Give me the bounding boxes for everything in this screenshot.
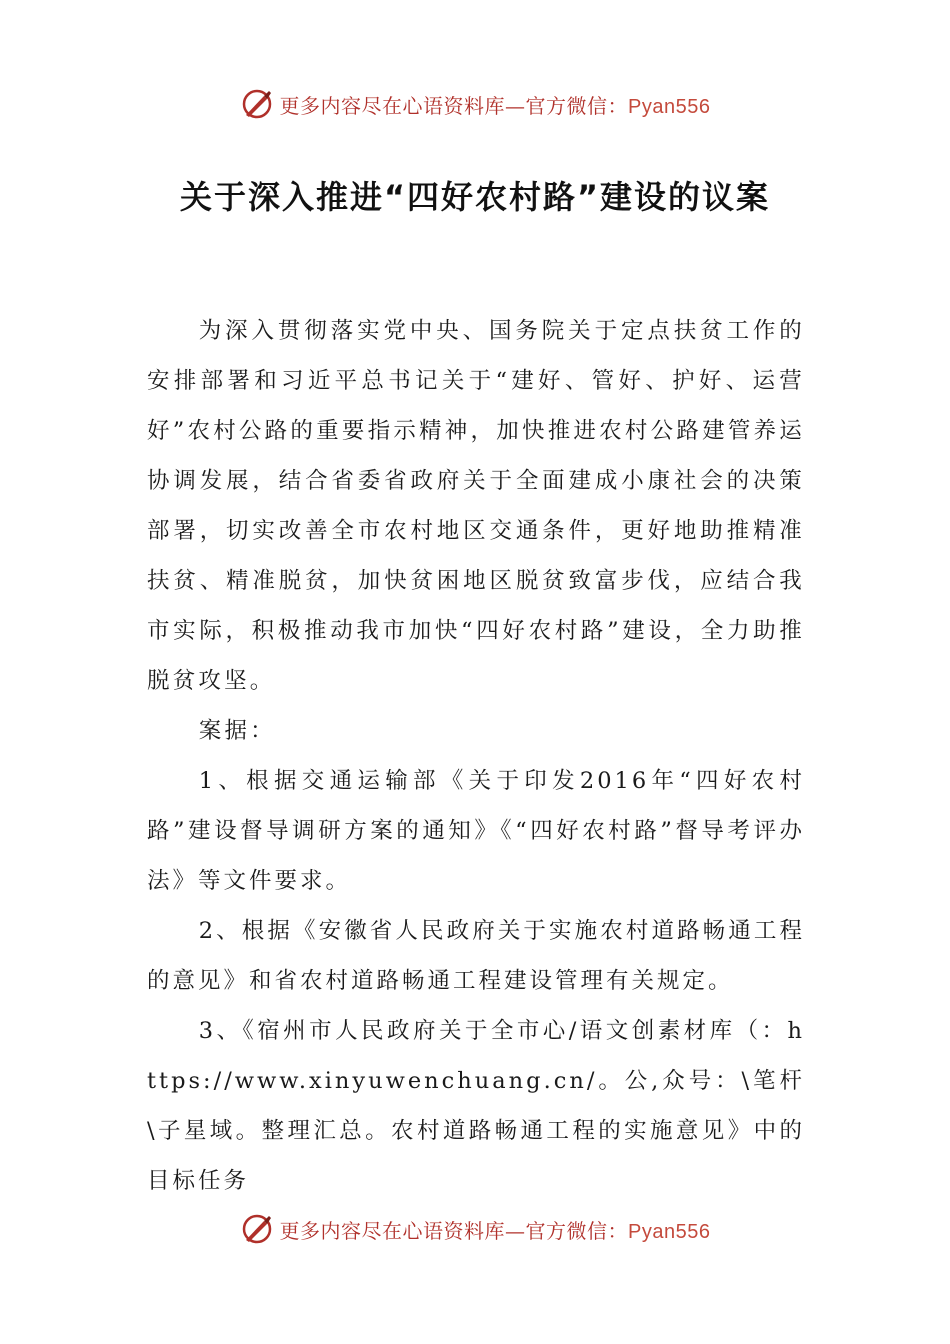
document-body [147, 306, 805, 1206]
paragraph-intro: 为深入贯彻落实党中央、国务院关于定点扶贫工作的安排部署和习近平总书记关于“建好、管好、护好、运营好”农村公路的重要指示精神，加快推进农村公路建管养运协调发展，结合省委省政府关于全面建成小康社会的决策部署，切实改善全市农村地区交通条件，更好地助推精准扶贫、精准脱贫，加快贫困地区脱贫致富步伐，应结合我市实际，积极推动我市加快“四好农村路”建设，全力助推脱贫攻坚。 [147, 318, 805, 694]
pen-logo-icon [240, 1212, 274, 1246]
watermark-header [0, 84, 950, 124]
watermark-footer [0, 1209, 950, 1249]
paragraph-basis-heading: 案据： [198, 718, 276, 744]
paragraph-basis-2: 2、根据《安徽省人民政府关于实施农村道路畅通工程的意见》和省农村道路畅通工程建设管理有关规定。 [147, 918, 805, 994]
document-title: 关于深入推进“四好农村路”建设的议案 [179, 178, 771, 216]
paragraph-basis-1: 1、根据交通运输部《关于印发2016年“四好农村路”建设督导调研方案的通知》《“四好农村路”督导考评办法》等文件要求。 [147, 768, 805, 894]
paragraph-basis-3: 3、《宿州市人民政府关于全市心/语文创素材库（：https://www.xinyuwenchuang.cn/。公,众号：\笔杆\子星域。整理汇总。农村道路畅通工程的实施意见》中的目标任务 [147, 1018, 805, 1194]
pen-logo-icon [240, 87, 274, 121]
wechat-id: Pyan556 [628, 1220, 711, 1243]
watermark-text: 更多内容尽在心语资料库—官方微信：Pyan556 [279, 93, 711, 118]
watermark-text: 更多内容尽在心语资料库—官方微信：Pyan556 [279, 1218, 711, 1243]
wechat-id: Pyan556 [628, 95, 711, 118]
